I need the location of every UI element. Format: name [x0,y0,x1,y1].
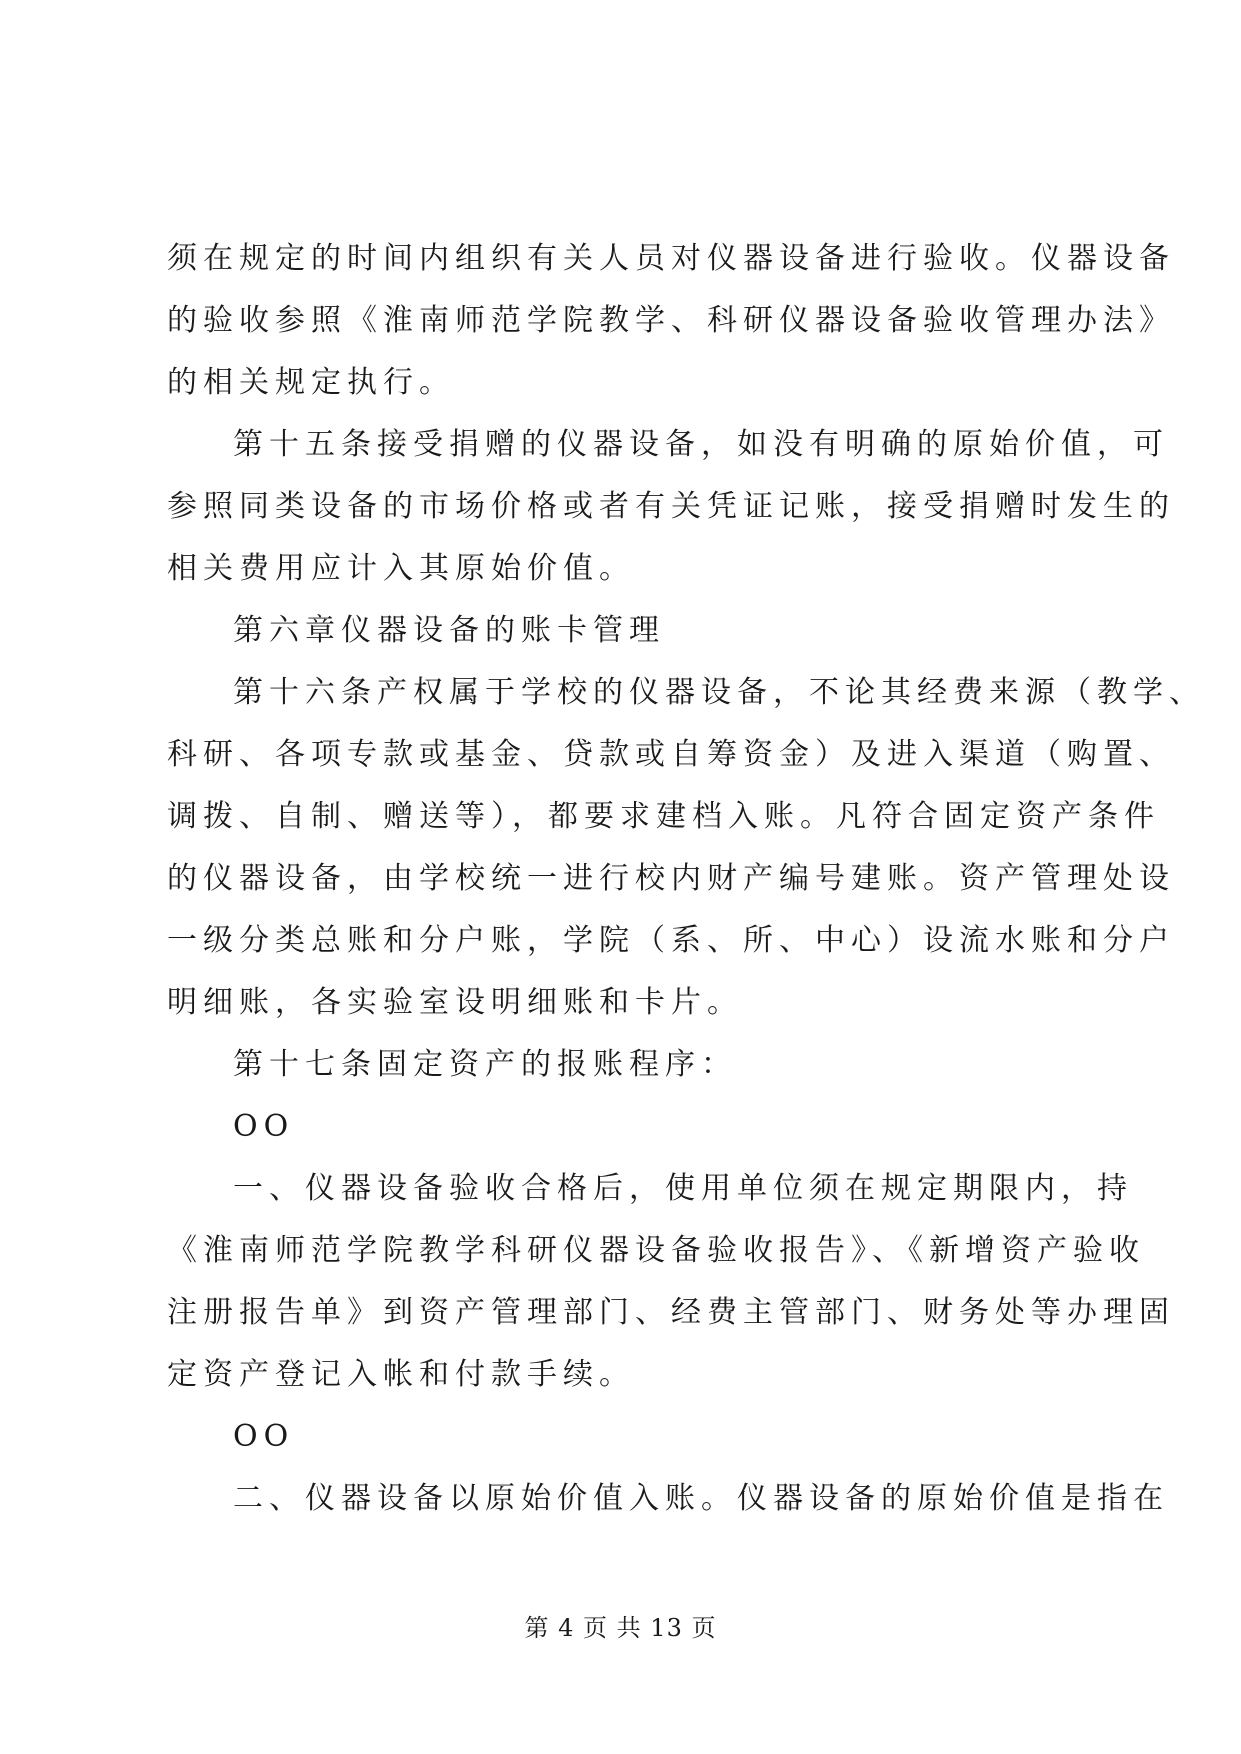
item-2-start: 二、仪器设备以原始价值入账。仪器设备的原始价值是指在 [233,1481,1169,1516]
item-1-start: 一、仪器设备验收合格后，使用单位须在规定期限内，持 [233,1171,1133,1206]
body-line: 一级分类总账和分户账，学院（系、所、中心）设流水账和分户 [167,923,1175,958]
document-body [167,228,1205,1530]
body-line: 须在规定的时间内组织有关人员对仪器设备进行验收。仪器设备 [167,241,1175,276]
body-line: 的验收参照《淮南师范学院教学、科研仪器设备验收管理办法》 [167,303,1175,338]
body-line: 注册报告单》到资产管理部门、经费主管部门、财务处等办理固 [167,1295,1175,1330]
body-line: 调拨、自制、赠送等），都要求建档入账。凡符合固定资产条件 [167,799,1160,834]
body-line: 的相关规定执行。 [167,365,455,400]
body-line: 科研、各项专款或基金、贷款或自筹资金）及进入渠道（购置、 [167,737,1175,772]
placeholder-mark: OO [233,1419,295,1454]
article-17-start: 第十七条固定资产的报账程序： [233,1047,737,1082]
chapter-6-heading: 第六章仪器设备的账卡管理 [233,613,665,648]
body-line: 《淮南师范学院教学科研仪器设备验收报告》、《新增资产验收 [167,1233,1145,1268]
body-line: 的仪器设备，由学校统一进行校内财产编号建账。资产管理处设 [167,861,1175,896]
body-line: 明细账，各实验室设明细账和卡片。 [167,985,743,1020]
page-footer: 第 4 页 共 13 页 [524,1614,717,1642]
body-line: 相关费用应计入其原始价值。 [167,551,635,586]
article-16-start: 第十六条产权属于学校的仪器设备，不论其经费来源（教学、 [233,675,1205,710]
placeholder-mark: OO [233,1109,295,1144]
body-line: 定资产登记入帐和付款手续。 [167,1357,635,1392]
body-line: 参照同类设备的市场价格或者有关凭证记账，接受捐赠时发生的 [167,489,1175,524]
article-15-start: 第十五条接受捐赠的仪器设备，如没有明确的原始价值，可 [233,427,1169,462]
